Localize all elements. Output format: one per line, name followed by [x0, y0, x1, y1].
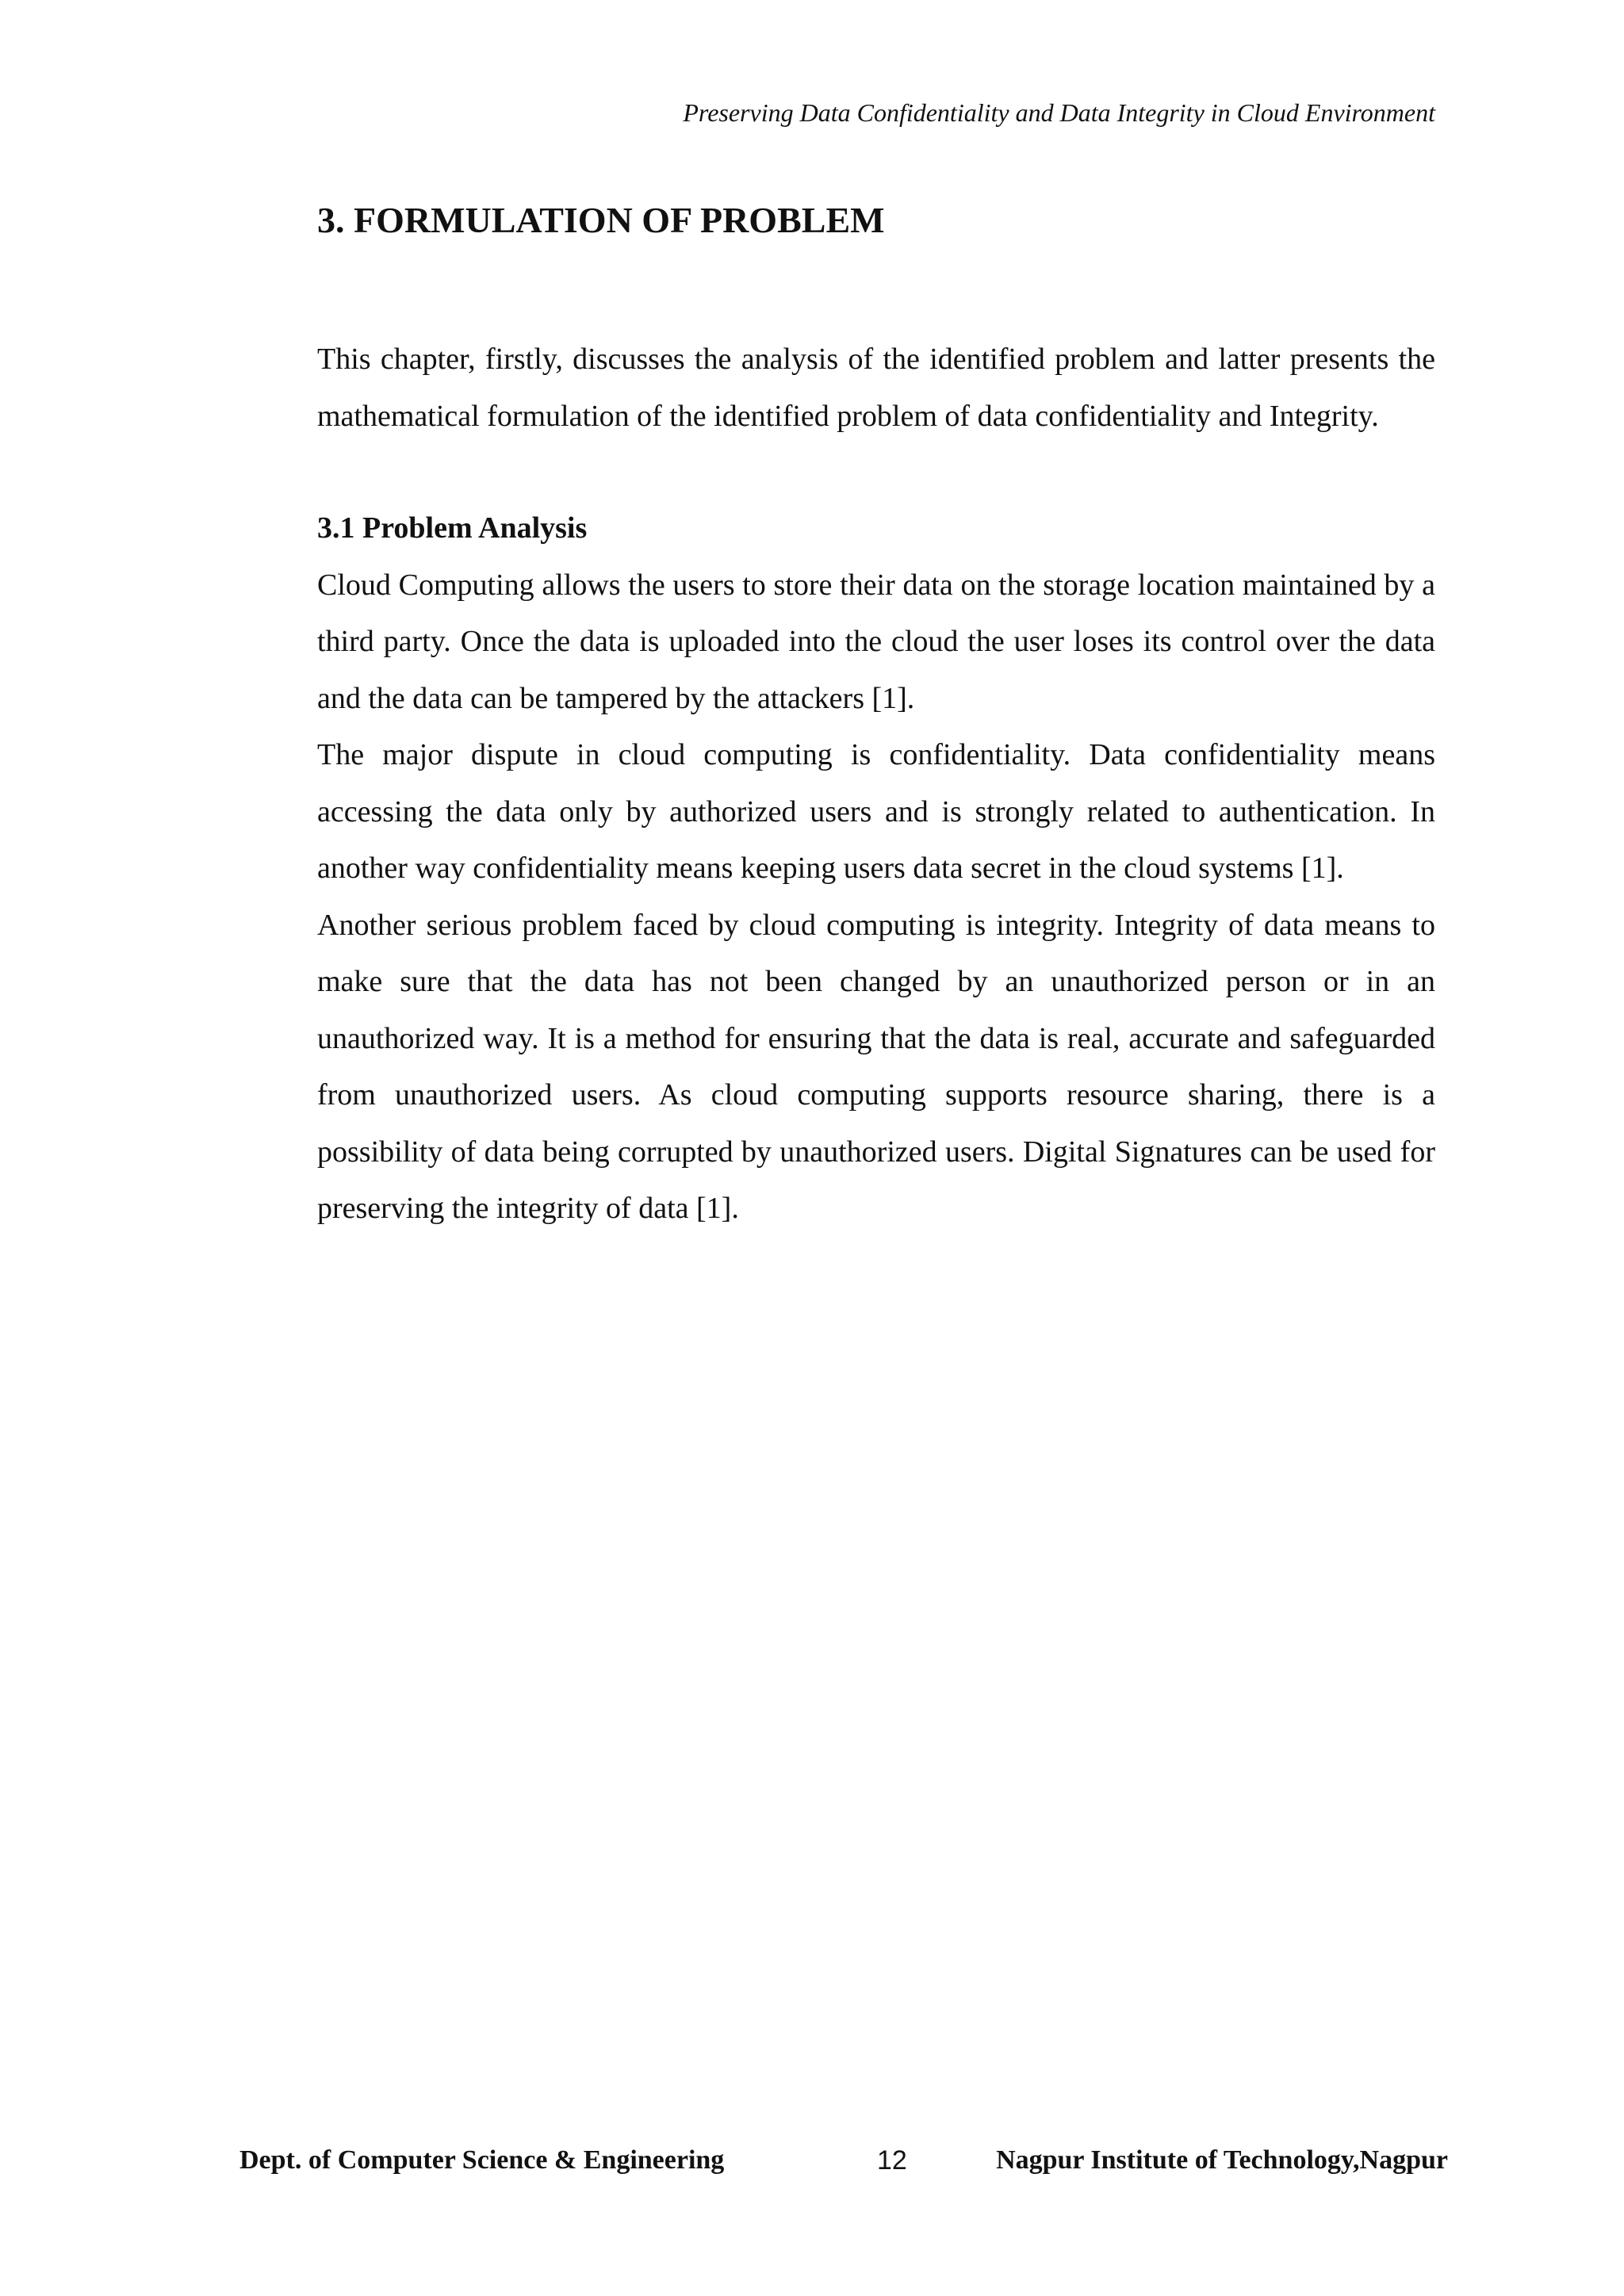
- section-paragraph: Cloud Computing allows the users to store their data on the storage location maintained by a third party. Once the data is uploaded into the cloud the user loses its control over the data and the data can be tampered by the attackers [1].: [317, 568, 1435, 715]
- chapter-intro: This chapter, firstly, discusses the analysis of the identified problem and latter presents the mathematical formulation of the identified problem of data confidentiality and Integrity.: [317, 342, 1435, 433]
- section-paragraph: Another serious problem faced by cloud computing is integrity. Integrity of data means to make sure that the data has not been changed by an unauthorized person or in an unauthorized way. It is a method for ensuring that the data is real, accurate and safeguarded from unauthorized users. As cloud computing supports resource sharing, there is a possibility of data being corrupted by unauthorized users. Digital Signatures can be used for preserving the integrity of data [1].: [317, 908, 1435, 1225]
- running-header: Preserving Data Confidentiality and Data Integrity in Cloud Environment: [683, 98, 1435, 127]
- page-footer: [0, 2141, 1624, 2180]
- section-paragraph: The major dispute in cloud computing is confidentiality. Data confidentiality means accessing the data only by authorized users and is strongly related to authentication. In another way confidentiality means keeping users data secret in the cloud systems [1].: [317, 738, 1435, 885]
- chapter-title: 3. FORMULATION OF PROBLEM: [317, 200, 885, 240]
- page-number: 12: [877, 2145, 907, 2175]
- section-title: 3.1 Problem Analysis: [317, 511, 588, 545]
- footer-institute: Nagpur Institute of Technology,Nagpur: [996, 2145, 1448, 2175]
- footer-department: Dept. of Computer Science & Engineering: [239, 2145, 725, 2175]
- page-body: [317, 193, 1435, 1238]
